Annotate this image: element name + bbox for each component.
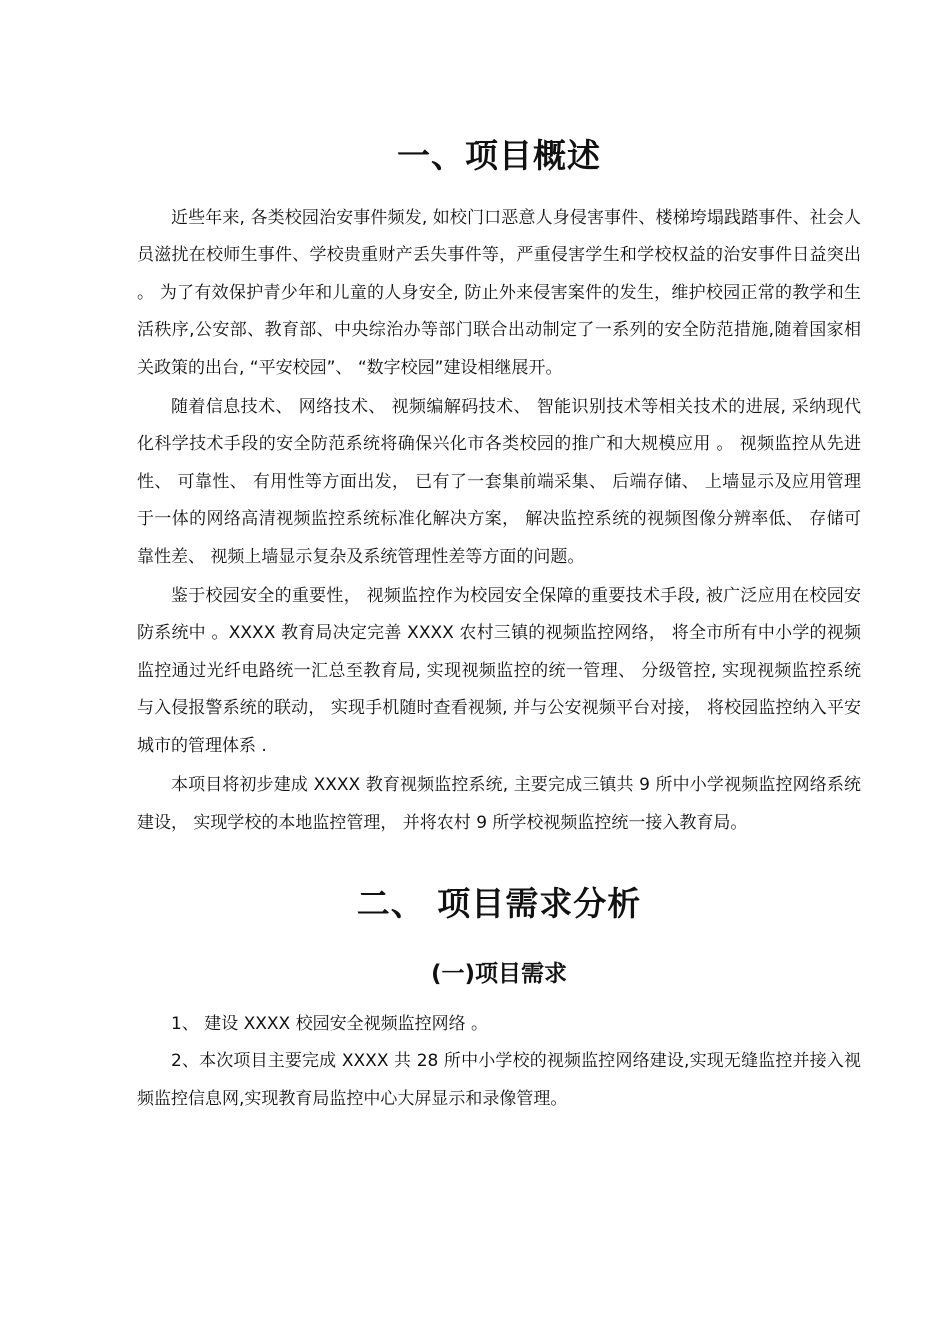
overview-paragraph-4: 本项目将初步建成 XXXX 教育视频监控系统, 主要完成三镇共 9 所中小学视频监控网络系统建设， 实现学校的本地监控管理， 并将农村 9 所学校视频监控统一接入教育局。 [137,775,861,833]
subsection-title-project-needs: (一)项目需求 [430,960,568,987]
requirement-item-1: 1、 建设 XXXX 校园安全视频监控网络 。 [171,1013,489,1034]
section-title-requirements: 二、 项目需求分析 [356,883,642,923]
section-title-overview: 一、项目概述 [397,136,601,175]
requirement-item-2: 2、本次项目主要完成 XXXX 共 28 所中小学校的视频监控网络建设,实现无缝监控并接入视频监控信息网,实现教育局监控中心大屏显示和录像管理。 [137,1051,861,1109]
document-body [137,128,861,1118]
overview-paragraph-2: 随着信息技术、 网络技术、 视频编解码技术、 智能识别技术等相关技术的进展, 采纳现代化科学技术手段的安全防范系统将确保兴化市各类校园的推广和大规模应用 。 视频监控从先进性、 可靠性、 有用性等方面出发， 已有了一套集前端采集、 后端存储、 上墙显示及应用管理于一体的网络高清视频监控系统标准化解决方案， 解决监控系统的视频图像分辨率低、 存储可靠性差、 视频上墙显示复杂及系统管理性差等方面的问题。 [137,397,861,567]
overview-paragraph-3: 鉴于校园安全的重要性， 视频监控作为校园安全保障的重要技术手段, 被广泛应用在校园安防系统中 。XXXX 教育局决定完善 XXXX 农村三镇的视频监控网络， 将全市所有中小学的视频监控通过光纤电路统一汇总至教育局, 实现视频监控的统一管理、 分级管控, 实现视频监控系统与入侵报警系统的联动， 实现手机随时查看视频, 并与公安视频平台对接， 将校园监控纳入平安城市的管理体系 . [137,586,861,756]
overview-paragraph-1: 近些年来, 各类校园治安事件频发, 如校门口恶意人身侵害事件、楼梯垮塌践踏事件、社会人员滋扰在校师生事件、学校贵重财产丢失事件等，严重侵害学生和学校权益的治安事件日益突出 。 为了有效保护青少年和儿童的人身安全, 防止外来侵害案件的发生，维护校园正常的教学和生活秩序,公安部、教育部、中央综治办等部门联合出动制定了一系列的安全防范措施,随着国家相关政策的出台, “平安校园”、 “数字校园”建设相继展开。 [137,208,861,378]
